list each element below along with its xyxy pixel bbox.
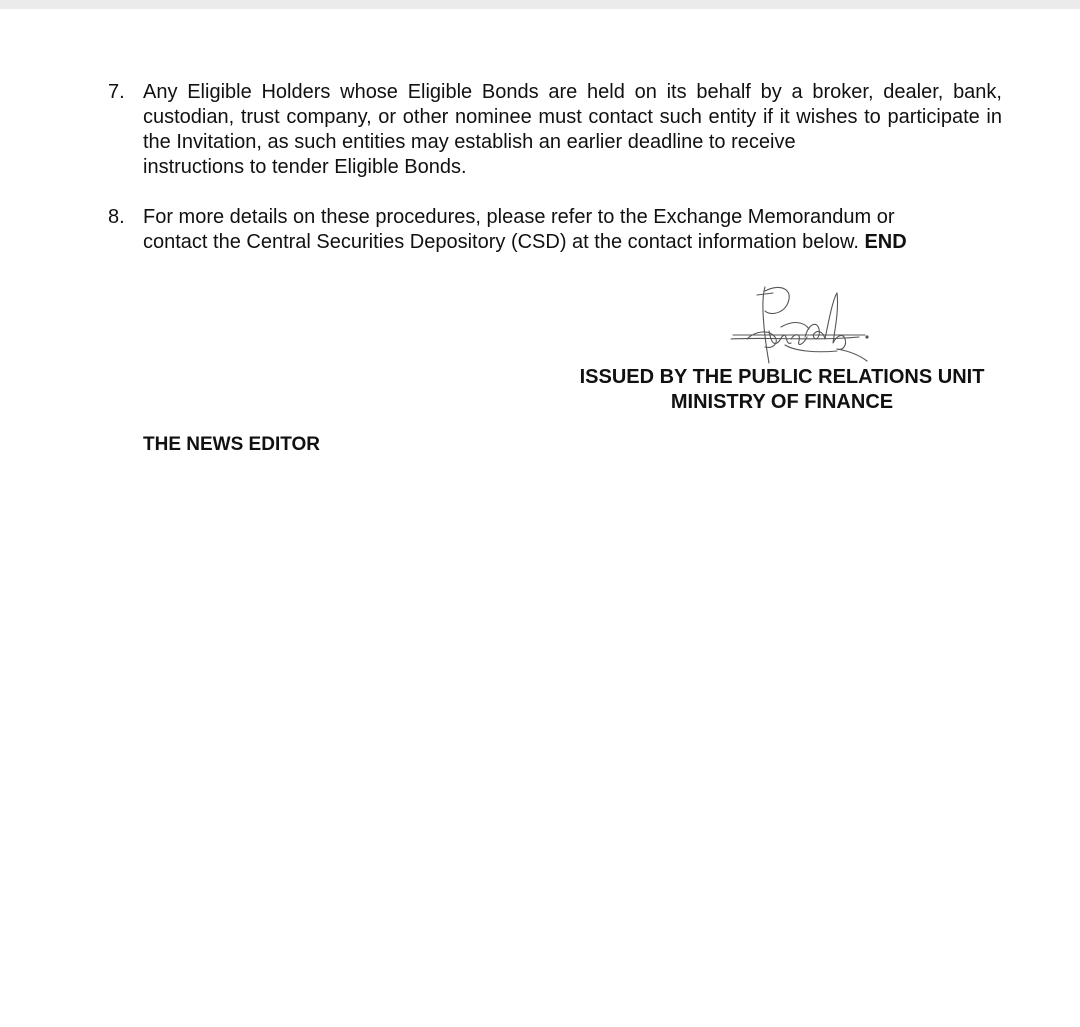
item-line: Any Eligible Holders whose Eligible Bonds are held on its behalf by a broker, dealer, bank, bbox=[143, 81, 1002, 103]
issuer-block bbox=[540, 365, 1024, 415]
item-line-final bbox=[143, 230, 1002, 255]
list-item-7 bbox=[108, 80, 1002, 180]
list-item-8 bbox=[108, 205, 1002, 255]
end-marker: END bbox=[864, 231, 907, 253]
issuer-unit: ISSUED BY THE PUBLIC RELATIONS UNIT bbox=[579, 366, 985, 388]
item-line: custodian, trust company, or other nominee must contact such entity if it wishes to bbox=[143, 106, 881, 128]
signature-image bbox=[725, 279, 875, 371]
item-number: 7. bbox=[108, 81, 125, 103]
item-line: contact the Central Securities Depository (CSD) at the contact information below. bbox=[143, 231, 859, 253]
item-line: instructions to tender Eligible Bonds. bbox=[143, 156, 467, 178]
document-page bbox=[0, 9, 1080, 1027]
top-strip bbox=[0, 0, 1080, 9]
recipient-line: THE NEWS EDITOR bbox=[143, 434, 320, 455]
item-line: For more details on these procedures, please refer to the Exchange Memorandum or bbox=[143, 206, 895, 228]
item-number: 8. bbox=[108, 206, 125, 228]
item-text bbox=[143, 80, 1002, 180]
item-line: participate in the Invitation, as such entities may establish an earlier deadline to receive bbox=[143, 106, 1002, 153]
issuer-ministry: MINISTRY OF FINANCE bbox=[670, 391, 894, 413]
item-text bbox=[143, 205, 1002, 255]
